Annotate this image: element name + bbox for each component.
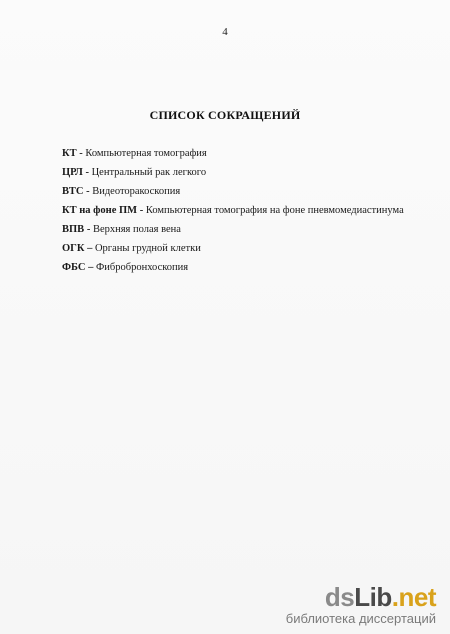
abbreviation-item [62, 258, 442, 277]
abbreviation-definition: Фибробронхоскопия [95, 262, 189, 273]
abbreviation-term: ЦРЛ [62, 167, 83, 178]
page-number: 4 [222, 26, 228, 38]
watermark-logo[interactable] [286, 583, 436, 611]
abbreviation-separator: – [84, 243, 95, 254]
abbreviation-separator: - [137, 205, 146, 216]
abbreviation-definition: Компьютерная томография на фоне пневмомедиастинума [145, 205, 404, 216]
abbreviation-separator: - [76, 148, 86, 159]
abbreviation-item [62, 220, 442, 239]
abbreviation-term: КТ на фоне ПМ [62, 205, 138, 216]
abbreviation-term: ОГК [62, 243, 85, 254]
abbreviation-term: ВПВ [62, 224, 85, 235]
abbreviation-item [62, 201, 442, 220]
abbreviation-separator: - [82, 167, 92, 178]
abbreviation-definition: Компьютерная томография [85, 148, 207, 159]
watermark-tagline: библиотека диссертаций [285, 611, 436, 626]
abbreviation-separator: – [85, 262, 96, 273]
watermark-logo-net: .net [391, 582, 436, 612]
abbreviation-list [62, 144, 442, 277]
abbreviation-item [62, 239, 442, 258]
abbreviation-item [62, 163, 442, 182]
abbreviation-term: ВТС [62, 186, 84, 197]
abbreviation-term: КТ [62, 148, 77, 159]
watermark-logo-lib: Lib [354, 582, 392, 612]
abbreviation-term: ФБС [62, 262, 86, 273]
watermark-logo-ds: ds [324, 582, 355, 612]
abbreviation-definition: Верхняя полая вена [92, 224, 181, 235]
abbreviation-separator: - [84, 224, 93, 235]
site-watermark[interactable] [286, 583, 436, 626]
abbreviation-definition: Органы грудной клетки [94, 243, 201, 254]
abbreviation-item [62, 182, 442, 201]
page-title: СПИСОК СОКРАЩЕНИЙ [149, 108, 301, 122]
abbreviation-definition: Центральный рак легкого [91, 167, 207, 178]
abbreviation-separator: - [83, 186, 93, 197]
abbreviation-item [62, 144, 442, 163]
abbreviation-definition: Видеоторакоскопия [92, 186, 181, 197]
